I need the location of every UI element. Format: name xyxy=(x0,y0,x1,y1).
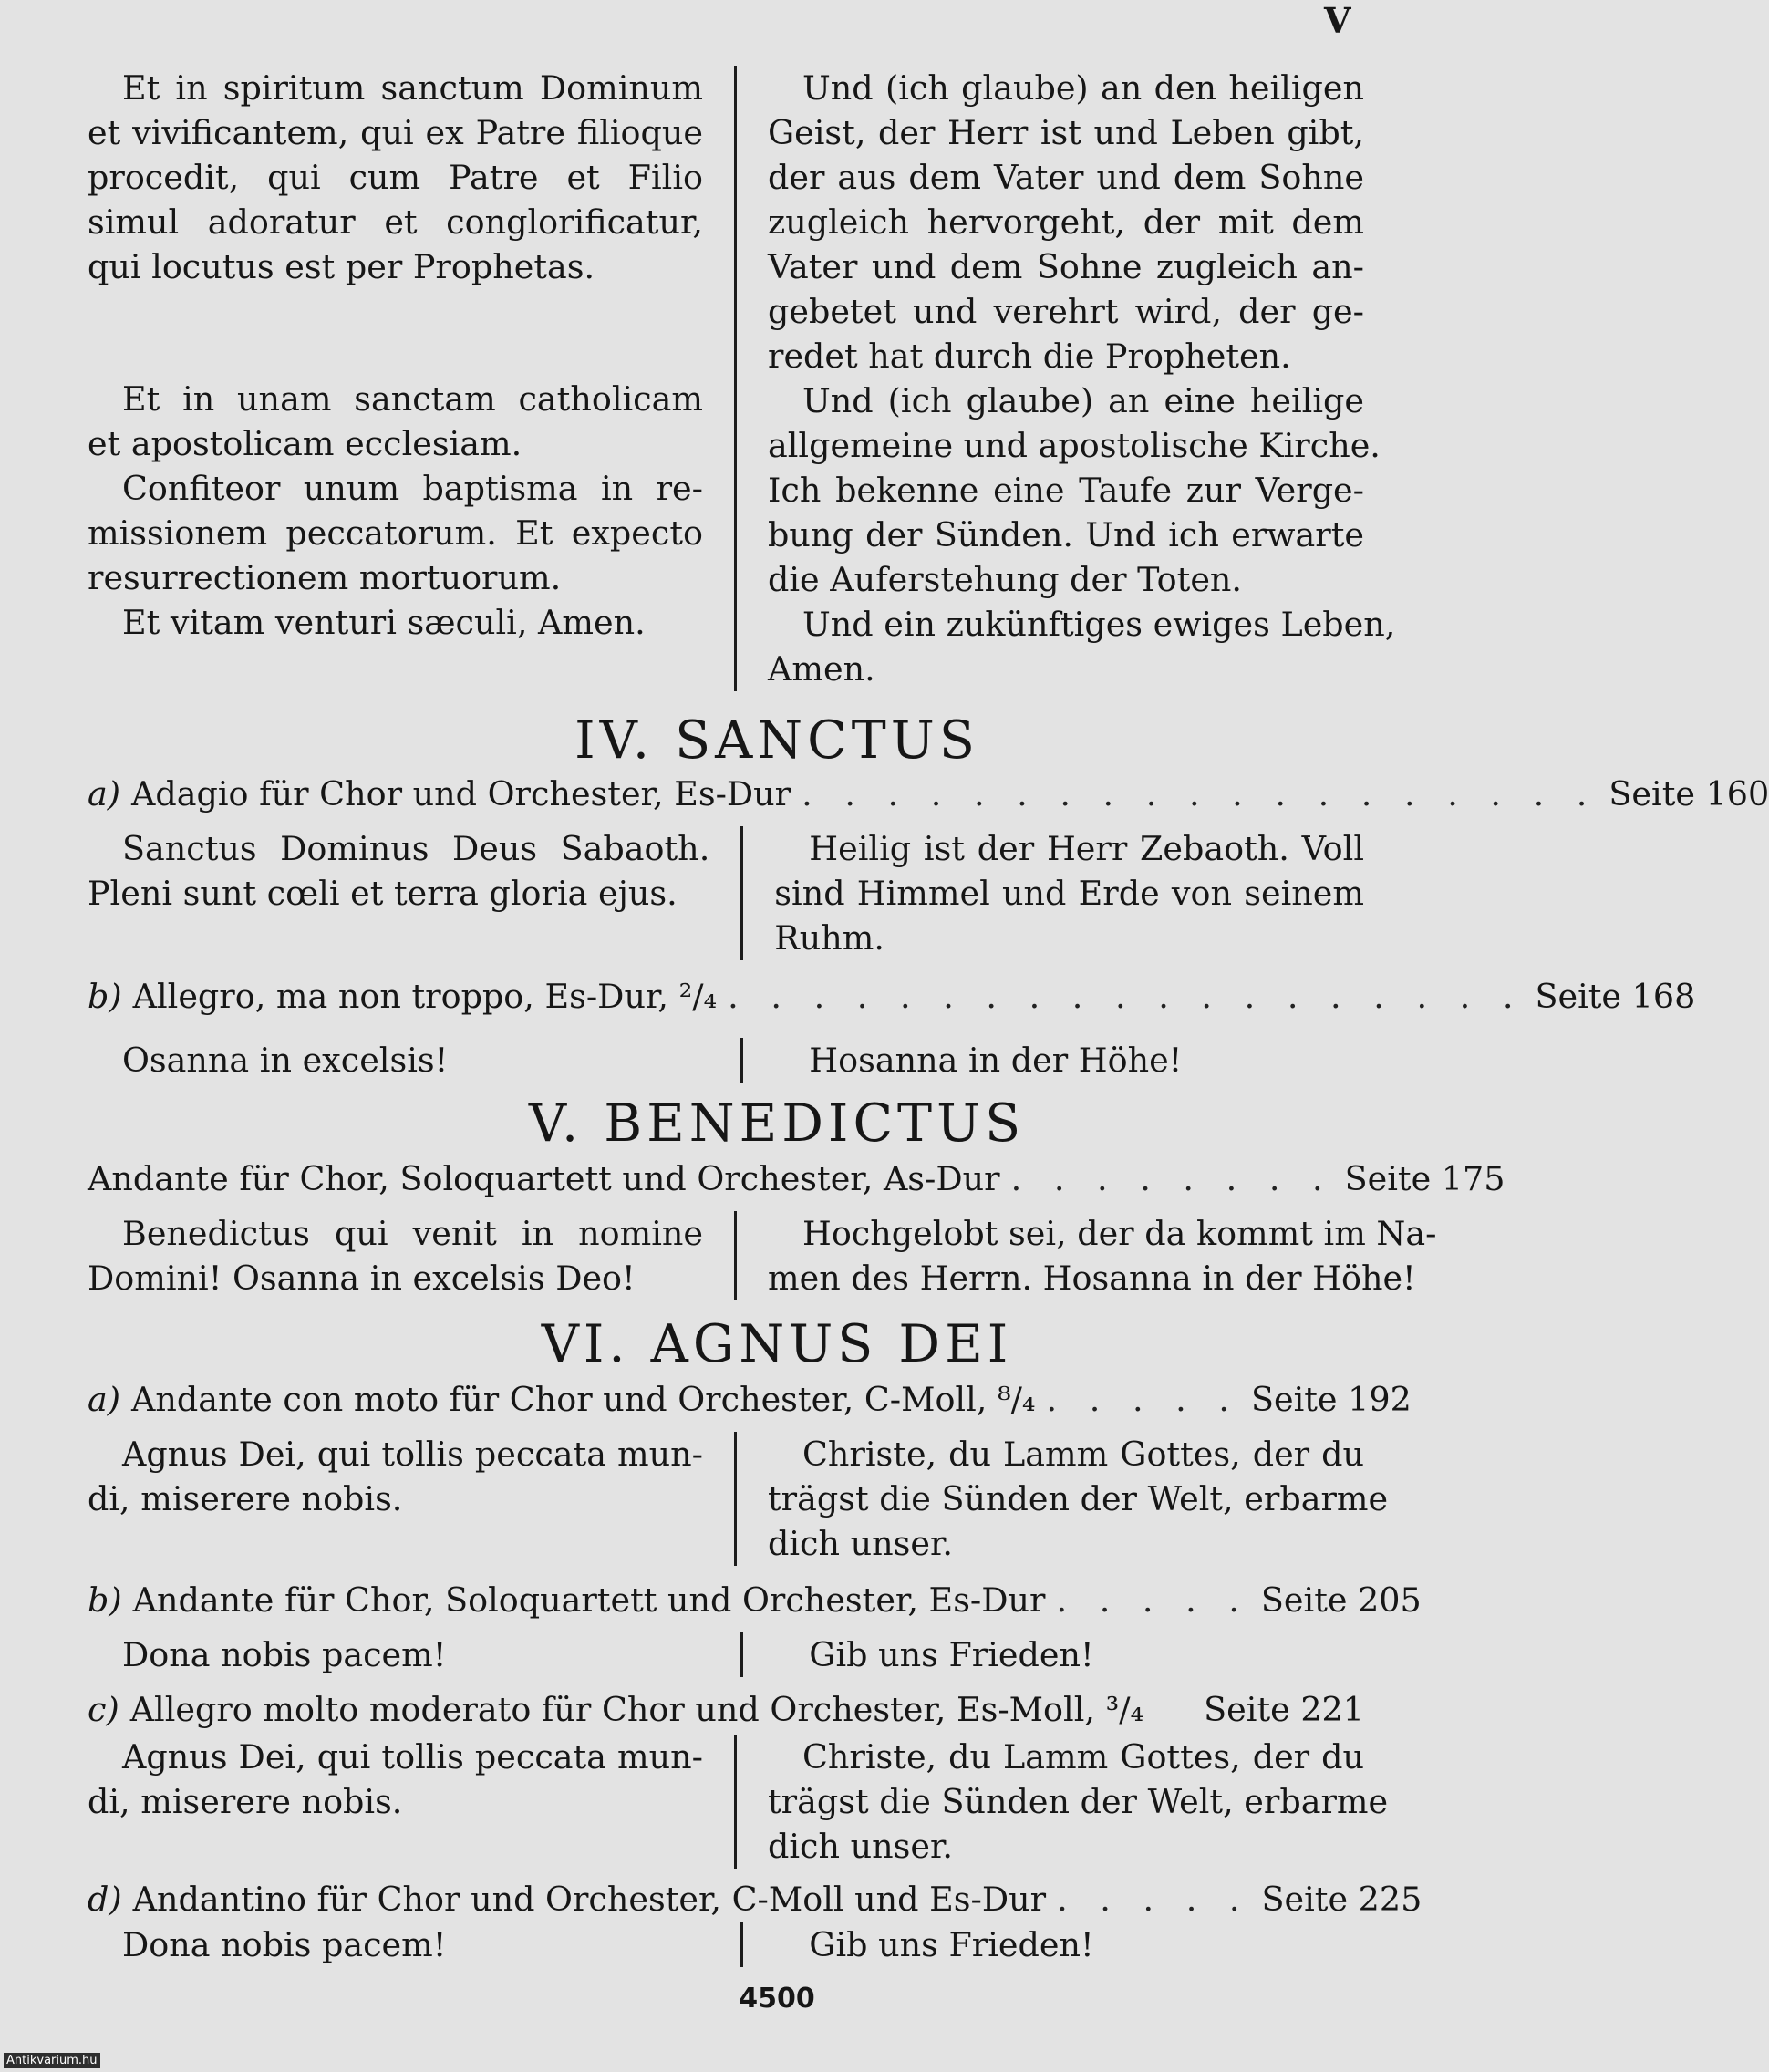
item-label: a) xyxy=(88,1380,121,1419)
tempo-text: Andantino für Chor und Orchester, C-Moll und Es-Dur xyxy=(132,1880,1047,1919)
latin-line: Dona nobis pacem! xyxy=(122,1925,447,1964)
agnus-c-text xyxy=(88,1735,1389,1869)
latin-line: Et in spiritum sanctum Dominum xyxy=(122,68,703,108)
section-heading-agnus-dei: VI. AGNUS DEI xyxy=(541,1314,1013,1374)
item-label: b) xyxy=(88,977,122,1016)
leader-dots: . . . . . xyxy=(1056,1580,1250,1620)
tempo-line-sanctus-b xyxy=(88,974,1696,1019)
tempo-line-agnus-b xyxy=(88,1578,1422,1622)
german-line: Gib uns Frieden! xyxy=(809,1635,1094,1674)
latin-line: Sanctus Dominus Deus Sabaoth. xyxy=(122,829,710,868)
tempo-text: Allegro molto moderato für Chor und Orchester, Es-Moll, ³/₄ xyxy=(129,1690,1144,1729)
german-line: trägst die Sünden der Welt, erbarme xyxy=(768,1479,1389,1518)
leader-dots: . . . . . . . . xyxy=(1010,1159,1334,1198)
german-column xyxy=(740,1038,1364,1083)
german-column xyxy=(740,1922,1364,1967)
page-reference: Seite 225 xyxy=(1261,1880,1422,1919)
tempo-text: Allegro, ma non troppo, Es-Dur, ²/₄ xyxy=(132,977,718,1016)
latin-line: Confiteor unum baptisma in re- xyxy=(122,469,703,508)
benedictus-text xyxy=(88,1211,1437,1300)
german-line: Und ein zukünftiges ewiges Leben, xyxy=(802,605,1396,644)
latin-line: simul adoratur et conglorificatur, xyxy=(88,202,703,242)
german-line: die Auferstehung der Toten. xyxy=(768,560,1243,599)
german-line: Ruhm. xyxy=(774,918,885,958)
page-reference: Seite 168 xyxy=(1535,977,1696,1016)
german-line: sind Himmel und Erde von seinem xyxy=(774,874,1364,913)
page-reference: Seite 192 xyxy=(1250,1380,1412,1419)
latin-line: Et in unam sanctam catholicam xyxy=(122,379,703,419)
tempo-line-agnus-c xyxy=(88,1687,1364,1732)
german-line: Geist, der Herr ist und Leben gibt, xyxy=(768,113,1364,152)
german-line: dich unser. xyxy=(768,1827,953,1866)
agnus-d-text xyxy=(88,1922,1364,1967)
german-column xyxy=(734,1735,1389,1869)
tempo-text: Andante con moto für Chor und Orchester, C-Moll, ⁸/₄ xyxy=(131,1380,1036,1419)
latin-column xyxy=(88,66,734,691)
latin-line: di, miserere nobis. xyxy=(88,1782,403,1821)
latin-line: di, miserere nobis. xyxy=(88,1479,403,1518)
latin-line: et apostolicam ecclesiam. xyxy=(88,424,522,463)
credo-block xyxy=(88,66,1396,691)
tempo-text: Andante für Chor, Soloquartett und Orchester, As-Dur xyxy=(88,1159,1000,1198)
german-line: Hosanna in der Höhe! xyxy=(809,1041,1183,1080)
page-reference: Seite 175 xyxy=(1344,1159,1505,1198)
leader-dots: . . . . . . . . . . . . . . . . . . . xyxy=(802,774,1598,813)
agnus-a-text xyxy=(88,1432,1389,1566)
watermark: Antikvarium.hu xyxy=(4,2053,100,2068)
german-line: Ich bekenne eine Taufe zur Verge- xyxy=(768,471,1364,510)
german-line: Christe, du Lamm Gottes, der du xyxy=(802,1435,1364,1474)
latin-line: Dona nobis pacem! xyxy=(122,1635,447,1674)
latin-column xyxy=(88,1211,734,1300)
tempo-line-sanctus-a xyxy=(88,772,1769,816)
tempo-text: Adagio für Chor und Orchester, Es-Dur xyxy=(131,774,791,813)
page-number: V xyxy=(1324,0,1351,41)
page-reference: Seite 221 xyxy=(1204,1690,1364,1729)
section-heading-benedictus: V. BENEDICTUS xyxy=(528,1093,1026,1154)
leader-dots: . . . . . xyxy=(1057,1880,1251,1919)
german-column xyxy=(734,1211,1437,1300)
german-line: Heilig ist der Herr Zebaoth. Voll xyxy=(809,829,1364,868)
tempo-text: Andante für Chor, Soloquartett und Orchester, Es-Dur xyxy=(132,1580,1046,1620)
german-column xyxy=(734,1432,1389,1566)
sanctus-b-text xyxy=(88,1038,1364,1083)
german-line: zugleich hervorgeht, der mit dem xyxy=(768,202,1364,242)
item-label: b) xyxy=(88,1580,122,1620)
german-line: trägst die Sünden der Welt, erbarme xyxy=(768,1782,1389,1821)
latin-line: procedit, qui cum Patre et Filio xyxy=(88,158,703,197)
item-label: d) xyxy=(88,1880,122,1919)
tempo-line-agnus-d xyxy=(88,1877,1422,1922)
latin-line: Benedictus qui venit in nomine xyxy=(122,1214,703,1253)
german-line: bung der Sünden. Und ich erwarte xyxy=(768,515,1364,554)
german-line: Vater und dem Sohne zugleich an- xyxy=(768,247,1364,286)
latin-column xyxy=(88,1735,734,1869)
german-line: Und (ich glaube) an den heiligen xyxy=(802,68,1364,108)
page-reference: Seite 205 xyxy=(1260,1580,1422,1620)
latin-line: et vivificantem, qui ex Patre filioque xyxy=(88,113,703,152)
latin-line: Domini! Osanna in excelsis Deo! xyxy=(88,1259,636,1298)
latin-column xyxy=(88,1922,740,1967)
latin-line: Agnus Dei, qui tollis peccata mun- xyxy=(122,1737,703,1777)
leader-dots: . . . . . xyxy=(1046,1380,1240,1419)
german-line: Amen. xyxy=(768,649,875,689)
german-line: Gib uns Frieden! xyxy=(809,1925,1094,1964)
german-line: dich unser. xyxy=(768,1524,953,1563)
german-line: Und (ich glaube) an eine heilige xyxy=(802,381,1364,420)
latin-line: Agnus Dei, qui tollis peccata mun- xyxy=(122,1435,703,1474)
latin-column xyxy=(88,1038,740,1083)
latin-line: Et vitam venturi sæculi, Amen. xyxy=(122,603,646,642)
latin-column xyxy=(88,1632,740,1677)
latin-column xyxy=(88,826,740,960)
section-heading-sanctus: IV. SANCTUS xyxy=(574,710,979,771)
german-line: redet hat durch die Propheten. xyxy=(768,337,1291,376)
agnus-b-text xyxy=(88,1632,1364,1677)
leader-dots: . . . . . . . . . . . . . . . . . . . xyxy=(728,977,1525,1016)
tempo-line-agnus-a xyxy=(88,1377,1412,1422)
german-line: gebetet und verehrt wird, der ge- xyxy=(768,292,1364,331)
latin-column xyxy=(88,1432,734,1566)
latin-line: Osanna in excelsis! xyxy=(122,1041,449,1080)
tempo-line-benedictus xyxy=(88,1156,1505,1201)
german-line: Christe, du Lamm Gottes, der du xyxy=(802,1737,1364,1777)
latin-line: resurrectionem mortuorum. xyxy=(88,558,562,597)
page-reference: Seite 160 xyxy=(1609,774,1769,813)
footer-plate-number: 4500 xyxy=(739,1983,815,2015)
german-line: der aus dem Vater und dem Sohne xyxy=(768,158,1364,197)
latin-line: missionem peccatorum. Et expecto xyxy=(88,513,703,553)
german-line: allgemeine und apostolische Kirche. xyxy=(768,426,1381,465)
german-column xyxy=(740,1632,1364,1677)
item-label: c) xyxy=(88,1690,119,1729)
sanctus-a-text xyxy=(88,826,1364,960)
item-label: a) xyxy=(88,774,121,813)
german-column xyxy=(740,826,1364,960)
german-column xyxy=(734,66,1396,691)
latin-line: Pleni sunt cœli et terra gloria ejus. xyxy=(88,874,678,913)
german-line: Hochgelobt sei, der da kommt im Na- xyxy=(802,1214,1437,1253)
latin-line: qui locutus est per Prophetas. xyxy=(88,247,595,286)
german-line: men des Herrn. Hosanna in der Höhe! xyxy=(768,1259,1416,1298)
